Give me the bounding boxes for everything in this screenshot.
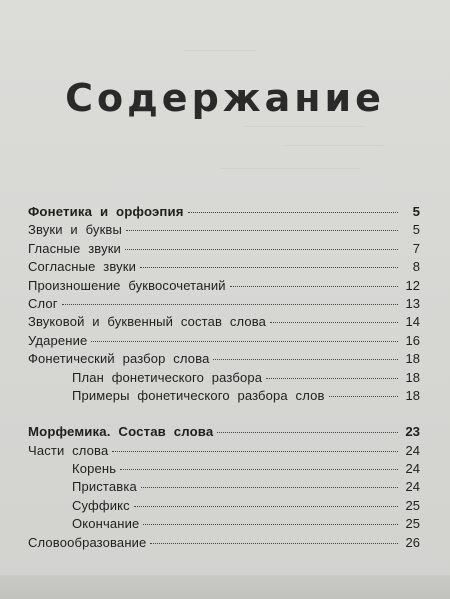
leader-dots xyxy=(112,451,398,452)
toc-item-word-parts[interactable] xyxy=(28,442,420,460)
leader-dots xyxy=(125,249,398,250)
toc-item-label: Гласные звуки xyxy=(28,240,121,256)
toc-page-number: 8 xyxy=(412,259,420,275)
leader-dots xyxy=(230,286,398,287)
toc-page-number: 5 xyxy=(412,222,420,238)
toc-page-number: 16 xyxy=(405,332,420,348)
toc-item-label: Фонетический разбор слова xyxy=(28,351,210,367)
toc-page-number: 24 xyxy=(405,479,420,495)
leader-dots xyxy=(266,378,398,379)
toc-page-number: 13 xyxy=(405,295,420,311)
toc-page-number: 24 xyxy=(405,461,420,477)
leader-dots xyxy=(141,487,398,488)
toc-page-number: 26 xyxy=(405,534,420,550)
toc-item-syllable[interactable] xyxy=(28,295,420,313)
toc-page-number: 23 xyxy=(405,424,420,440)
toc-page-number: 7 xyxy=(412,240,420,256)
leader-dots xyxy=(217,432,398,433)
toc-page-number: 25 xyxy=(405,516,420,532)
leader-dots xyxy=(91,341,398,342)
toc-item-letter-combinations[interactable] xyxy=(28,277,420,295)
leader-dots xyxy=(213,359,398,360)
table-of-contents xyxy=(28,203,420,552)
toc-subitem-root[interactable] xyxy=(28,460,420,478)
toc-item-phonetic-analysis[interactable] xyxy=(28,350,420,368)
toc-subitem-suffix[interactable] xyxy=(28,497,420,515)
toc-item-label: Произношение буквосочетаний xyxy=(28,277,226,293)
toc-page-number: 12 xyxy=(405,277,420,293)
toc-heading-morphemics[interactable] xyxy=(28,423,420,441)
toc-item-label: Звуки и буквы xyxy=(28,222,122,238)
leader-dots xyxy=(62,304,398,305)
toc-item-label: План фонетического разбора xyxy=(72,369,263,385)
toc-page-number: 18 xyxy=(405,351,420,367)
toc-heading-label: Фонетика и орфоэпия xyxy=(28,204,184,219)
toc-heading-phonetics[interactable] xyxy=(28,203,420,221)
toc-item-stress[interactable] xyxy=(28,332,420,350)
leader-dots xyxy=(126,230,398,231)
toc-item-label: Части слова xyxy=(28,442,109,458)
toc-item-word-composition[interactable] xyxy=(28,313,420,331)
toc-item-label: Словообразование xyxy=(28,534,147,550)
toc-section-morphemics xyxy=(28,423,420,552)
toc-subitem-analysis-examples[interactable] xyxy=(28,387,420,405)
toc-item-sounds-letters[interactable] xyxy=(28,221,420,239)
toc-item-word-formation[interactable] xyxy=(28,534,420,552)
toc-item-vowels[interactable] xyxy=(28,240,420,258)
toc-page-number: 25 xyxy=(405,497,420,513)
leader-dots xyxy=(143,524,398,525)
page-title: Содержание xyxy=(65,76,385,120)
leader-dots xyxy=(188,212,398,213)
toc-subitem-ending[interactable] xyxy=(28,515,420,533)
toc-item-label: Суффикс xyxy=(72,497,130,513)
leader-dots xyxy=(134,506,398,507)
leader-dots xyxy=(120,469,398,470)
toc-item-label: Окончание xyxy=(72,516,140,532)
toc-item-label: Приставка xyxy=(72,479,137,495)
toc-item-label: Примеры фонетического разбора слов xyxy=(72,387,325,403)
leader-dots xyxy=(270,322,398,323)
toc-page-number: 5 xyxy=(412,204,420,219)
toc-section-phonetics xyxy=(28,203,420,405)
toc-page-number: 18 xyxy=(405,369,420,385)
leader-dots xyxy=(329,396,398,397)
leader-dots xyxy=(140,267,398,268)
toc-item-label: Звуковой и буквенный состав слова xyxy=(28,314,267,330)
toc-subitem-analysis-plan[interactable] xyxy=(28,369,420,387)
toc-page-number: 18 xyxy=(405,387,420,403)
toc-subitem-prefix[interactable] xyxy=(28,478,420,496)
toc-item-label: Ударение xyxy=(28,332,88,348)
toc-page-number: 14 xyxy=(405,314,420,330)
toc-item-label: Корень xyxy=(72,461,117,477)
toc-heading-label: Морфемика. Состав слова xyxy=(28,424,214,440)
leader-dots xyxy=(150,543,398,544)
toc-item-label: Слог xyxy=(28,295,58,311)
page-bottom-edge xyxy=(0,575,450,599)
toc-item-label: Согласные звуки xyxy=(28,259,137,275)
toc-page-number: 24 xyxy=(405,442,420,458)
toc-item-consonants[interactable] xyxy=(28,258,420,276)
